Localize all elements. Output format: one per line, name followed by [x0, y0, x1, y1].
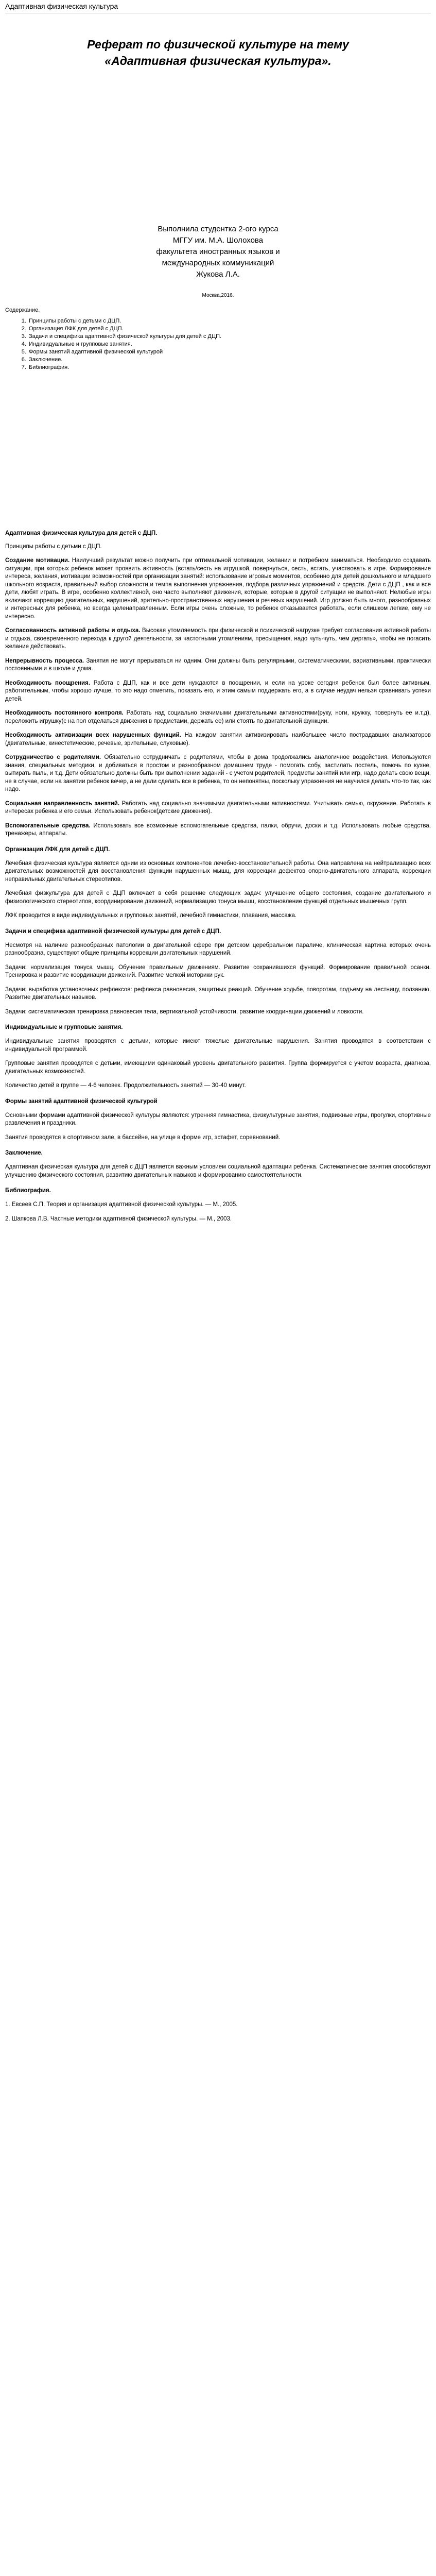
paragraph: Лечебная физкультура для детей с ДЦП включает в себя решение следующих задач: улучшение общего состояния, создание двигательного и физиологического стереотипов, координирование движений, нормализацию тонуса мышц, восстановление функций отдельных мышечных групп.: [5, 890, 431, 905]
table-of-contents: [28, 317, 431, 371]
paragraph: [5, 822, 431, 838]
paragraph: [5, 800, 431, 816]
paragraph: [5, 627, 431, 651]
paragraph-lead: Необходимость постоянного контроля.: [5, 710, 124, 716]
author-line: факультета иностранных языков и: [156, 247, 280, 256]
section-body: [5, 1038, 431, 1090]
city-year: Москва,2016.: [202, 293, 234, 298]
section-title: Заключение.: [5, 1150, 43, 1156]
toc-item: 7. Библиография.: [28, 364, 431, 371]
section-title: Адаптивная физическая культура для детей с ДЦП.: [5, 530, 158, 536]
paragraph-text: Занятия не могут прерываться ни одним. Они должны быть регулярными, систематическими, вариативными, практически постоянными и в школе и дома.: [5, 657, 431, 672]
paragraph-text: Использовать все возможные вспомогательные средства, палки, обручи, доски и т.д. Использовать любые средства, тренажеры, аппараты.: [5, 822, 431, 837]
site-title[interactable]: Адаптивная физическая культура: [5, 2, 118, 10]
paragraph-text: Высокая утомляемость при физической и психической нагрузке требует согласования активной работы и отдыха, своевременного перехода к другой деятельности, за частотными утомлениям, пресыщения, надо чуть-чуть, чем дергать», чтобы не погасить желание действовать.: [5, 628, 431, 650]
section-title: Задачи и специфика адаптивной физической культуры для детей с ДЦП.: [5, 928, 221, 935]
author-line: Выполнила студентка 2-ого курса: [158, 225, 278, 233]
paragraph: Адаптивная физическая культура для детей с ДЦП является важным условием социальной адаптации ребенка. Систематические занятия способствуют улучшению физического состояния, развитию двигательных навыков и формированию самостоятельности.: [5, 1164, 431, 1178]
section-body: [5, 557, 431, 838]
author-line: международных коммуникаций: [162, 259, 274, 267]
author-line: МГГУ им. М.А. Шолохова: [172, 236, 264, 245]
paragraph-text: Наилучший результат можно получить при оптимальной мотивации, желании и потребном заниматься. Необходимо создавать ситуации, при которых ребенок может проявить активность (встать/сесть на игрушкой, повернуться, сесть, встать, участвовать в игре. Формирование интереса, желания, мотивации возможностей при организации занятий: использование игровых моментов, особенно для детей дошкольного и младшего школьного возраста, правильный выбор сложности и темпа выполнения упражнения, подбора различных упражнений и средств. Дети с ДЦП , как и все дети, любят играть. В игре, особенно коллективной, оно часто выполняют движения, которые, которые в другой ситуации не выполняют. Нелюбые игры включают коррекцию двигательных, нарушений, зрительно-пространственных нарушения и речевых нарушений. Игр должно быть много, разнообразных и интересных для ребенка, но всегда целенаправленным. Если игры очень сложные, то ребенок отказывается работать, если слишком легкие, ему не интересно.: [5, 557, 431, 620]
title-block: [5, 13, 431, 69]
section-body: [5, 942, 431, 1016]
document-page: [0, 0, 436, 1244]
paragraph-text: Обязательно сотрудничать с родителями, чтобы в дома продолжались аналогичное воздействия. Используются знания, специальных методики, и добиваться в простом и разнообразном домашнем труде - помогать собу, застилать постель, помочь по кухне, вытирать пыль, и т.д. Дети обязательно должны быть при выполнении заданий - с учетом родителей, предметы занятий или игр, надо делать свою вещи, не в случае, если на занятии ребенок вечер, а не дали сделать все в ребенка, то он непонятны, поскольку упражнения не научился делать что-то так, как надо.: [5, 754, 431, 792]
paragraph: [5, 680, 431, 704]
section-body: [5, 1201, 431, 1223]
paragraph: Основными формами адаптивной физической культуры являются: утренняя гимнастика, физкультурные занятия, подвижные игры, прогулки, спортивные развлечения и праздники.: [5, 1112, 431, 1126]
paragraph-lead: Согласованность активной работы и отдыха.: [5, 628, 141, 634]
paragraph: Занятия проводятся в спортивном зале, в бассейне, на улице в форме игр, эстафет, соревнований.: [5, 1134, 281, 1141]
paragraph: Лечебная физическая культура является одним из основных компонентов лечебно-восстановительной работы. Она направлена на нейтрализацию всех двигательных возможностей для восстановления функции нарушенных мышц, для коррекции дефектов опорно-двигательного аппарата, коррекции неправильных двигательных стереотипов.: [5, 860, 431, 883]
author-block: [5, 224, 431, 280]
section-body: [5, 1112, 431, 1142]
section-title: Индивидуальные и групповые занятия.: [5, 1024, 123, 1030]
author-line: Жукова Л.А.: [196, 270, 240, 279]
document-title-line2: «Адаптивная физическая культура».: [104, 54, 332, 67]
paragraph-lead: Социальная направленность занятий.: [5, 800, 120, 807]
paragraph: Индивидуальные занятия проводятся с детьми, которые имеют тяжелые двигательные нарушения. Занятия проводятся в соответствии с индивидуальной программой.: [5, 1038, 431, 1053]
paragraph-text: На каждом занятии активизировать наибольшее число пострадавших анализаторов (двигательные, кинестетические, речевые, зрительные, слуховые).: [5, 732, 431, 747]
section-title: Организация ЛФК для детей с ДЦП.: [5, 846, 110, 853]
paragraph-lead: Необходимость активизации всех нарушенных функций.: [5, 732, 181, 738]
toc-item: 5. Формы занятий адаптивной физической культурой: [28, 348, 431, 356]
paragraph-text: Работа с ДЦП, как и все дети нуждаются в поощрении, и если на уроке сегодня ребенок был более активным, работительным, чтобы хорошо лучше, то это надо отметить, показать его, и этим самым поддержать его, а в случае неудач нельзя сравнивать успехи детей.: [5, 680, 431, 702]
paragraph-lead: Создание мотивации.: [5, 557, 70, 564]
paragraph: Задачи: выработка установочных рефлексов: рефлекса равновесия, защитных реакций. Обучение ходьбе, поворотам, подъему на лестницу, ползанию. Развитие двигательных навыков.: [5, 986, 431, 1001]
toc-item: 6. Заключение.: [28, 356, 431, 364]
paragraph: [5, 754, 431, 794]
paragraph: Количество детей в группе — 4-6 человек. Продолжительность занятий — 30-40 минут.: [5, 1082, 246, 1089]
section-body: [5, 860, 431, 920]
toc-item: 4. Индивидуальные и групповые занятия.: [28, 341, 431, 348]
section-title: Формы занятий адаптивной физической культурой: [5, 1098, 158, 1105]
paragraph: Групповые занятия проводятся с детьми, имеющими одинаковый уровень двигательного развития. Группа формируется с учетом возраста, диагноза, двигательных возможностей.: [5, 1060, 431, 1075]
paragraph-text: Работать над социально значимыми двигательными активностями. Учитывать семью, окружение. Работать в интересах ребенка и его семьи. Использовать ребенок(детские движения).: [5, 800, 431, 815]
paragraph: 1. Евсеев С.П. Теория и организация адаптивной физической культуры. — М., 2005.: [5, 1201, 238, 1208]
section-title: Библиография.: [5, 1188, 51, 1194]
document-title-line1: Реферат по физической культуре на тему: [87, 38, 349, 51]
toc-item: 1. Принципы работы с детьми с ДЦП.: [28, 317, 431, 325]
blank-gap: [5, 371, 431, 526]
paragraph: [5, 557, 431, 621]
toc-heading: Содержание.: [5, 307, 40, 313]
toc-item: 3. Задачи и специфика адаптивной физической культуры для детей с ДЦП.: [28, 333, 431, 341]
paragraph: Задачи: систематическая тренировка равновесия тела, вертикальной устойчивости, развитие координации движений и ловкости.: [5, 1008, 364, 1015]
paragraph: Задачи: нормализация тонуса мышц. Обучение правильным движениям. Развитие сохранившихся функций. Формирование правильной осанки. Тренировка и развитие координации движений. Развитие мелкой моторики рук.: [5, 964, 431, 978]
section-body: [5, 1163, 431, 1179]
paragraph-text: Работать над социально значимыми двигательными активностями(руку, ноги, кружку, повернуть ее и.т.д), переложить игрушку(с на пол отделаться движения в предметами, держать ее) или стоять по двигательной функции.: [5, 710, 431, 724]
paragraph-lead: Вспомогательные средства.: [5, 822, 91, 829]
paragraph: 2. Шапкова Л.В. Частные методики адаптивной физической культуры. — М., 2003.: [5, 1215, 232, 1222]
section-intro: Принципы работы с детьми с ДЦП.: [5, 544, 102, 550]
site-header: [5, 0, 431, 13]
paragraph: Несмотря на наличие разнообразных патологии в двигательной сфере при детском церебральном параличе, клиническая картина которых очень разнообразна, существуют общие принципы коррекции двигательных нарушений.: [5, 942, 431, 956]
toc-item: 2. Организация ЛФК для детей с ДЦП.: [28, 325, 431, 333]
paragraph: ЛФК проводится в виде индивидуальных и групповых занятий, лечебной гимнастики, плавания, массажа.: [5, 912, 297, 919]
paragraph: [5, 657, 431, 673]
paragraph-lead: Необходимость поощрения.: [5, 680, 91, 686]
paragraph-lead: Непрерывность процесса.: [5, 657, 84, 664]
paragraph-lead: Сотрудничество с родителями.: [5, 754, 101, 760]
paragraph: [5, 732, 431, 748]
paragraph: [5, 709, 431, 725]
